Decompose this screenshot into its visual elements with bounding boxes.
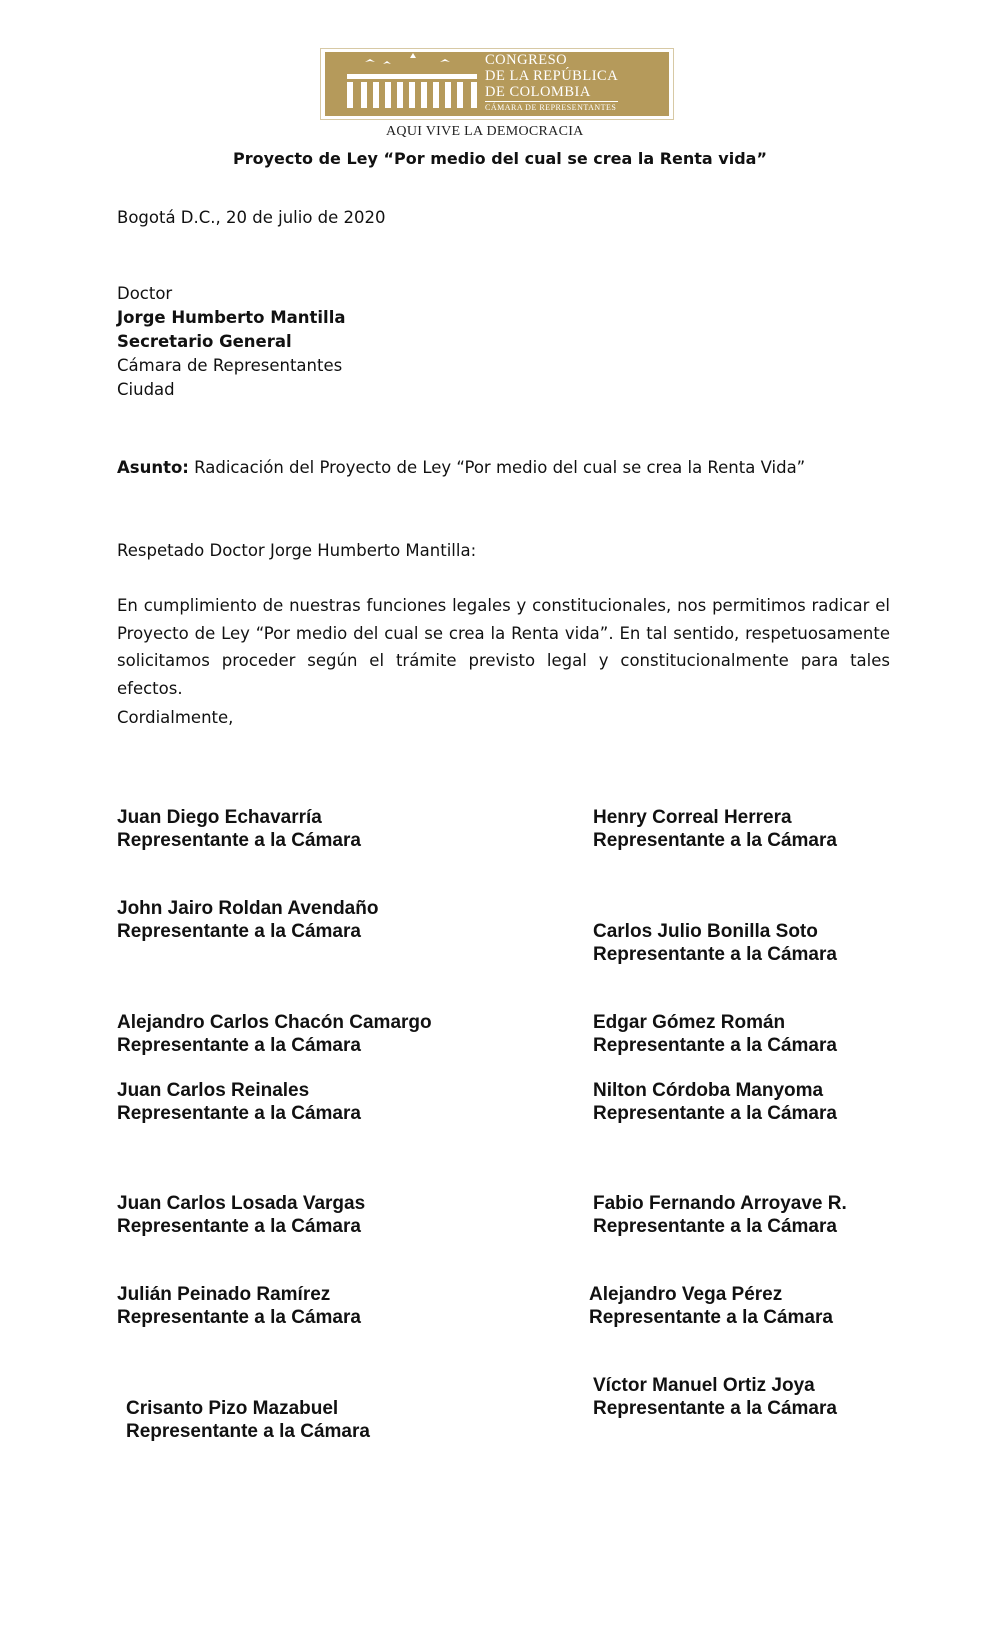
signature-block bbox=[589, 1283, 833, 1329]
addressee-salutation-title: Doctor bbox=[117, 284, 173, 303]
signatory-role: Representante a la Cámara bbox=[593, 1103, 837, 1124]
signature-block bbox=[117, 806, 361, 852]
subject-label: Asunto: bbox=[117, 458, 189, 477]
signature-block bbox=[117, 1011, 432, 1057]
congress-logo bbox=[320, 48, 674, 120]
body-paragraph: En cumplimiento de nuestras funciones legales y constitucionales, nos permitimos radicar el Proyecto de Ley “Por medio del cual se crea la Renta vida”. En tal sentido, respetuosamente solicitamos proceder según el trámite previsto legal y constitucionalmente para tales efectos. bbox=[117, 596, 890, 698]
capitol-building-icon bbox=[325, 52, 485, 116]
signatory-role: Representante a la Cámara bbox=[117, 1035, 361, 1056]
addressee-city: Ciudad bbox=[117, 380, 175, 399]
signature-block bbox=[593, 920, 837, 966]
signatory-role: Representante a la Cámara bbox=[126, 1421, 370, 1442]
signatory-role: Representante a la Cámara bbox=[593, 830, 837, 851]
signature-block bbox=[593, 1192, 847, 1238]
subject-line bbox=[117, 456, 805, 480]
addressee-block bbox=[117, 282, 346, 402]
signature-block bbox=[117, 1283, 361, 1329]
signatory-role: Representante a la Cámara bbox=[117, 1103, 361, 1124]
logo-line-3: DE COLOMBIA bbox=[485, 84, 591, 100]
greeting: Respetado Doctor Jorge Humberto Mantilla: bbox=[117, 541, 477, 560]
signatory-name: John Jairo Roldan Avendaño bbox=[117, 898, 379, 919]
signatory-name: Juan Carlos Losada Vargas bbox=[117, 1193, 366, 1214]
signatory-name: Víctor Manuel Ortiz Joya bbox=[593, 1375, 815, 1396]
logo-line-4: CÁMARA DE REPRESENTANTES bbox=[485, 103, 617, 112]
logo-text bbox=[485, 52, 618, 113]
logo-motto: AQUI VIVE LA DEMOCRACIA bbox=[386, 124, 584, 139]
date-line: Bogotá D.C., 20 de julio de 2020 bbox=[117, 208, 386, 227]
signatory-name: Juan Carlos Reinales bbox=[117, 1080, 310, 1101]
signatory-name: Carlos Julio Bonilla Soto bbox=[593, 921, 818, 942]
signature-block bbox=[593, 1374, 837, 1420]
signatory-name: Henry Correal Herrera bbox=[593, 807, 792, 828]
signatory-role: Representante a la Cámara bbox=[593, 1035, 837, 1056]
logo-line-1: CONGRESO bbox=[485, 52, 568, 68]
project-title: Proyecto de Ley “Por medio del cual se crea la Renta vida” bbox=[233, 149, 767, 168]
signatory-name: Edgar Gómez Román bbox=[593, 1012, 786, 1033]
signature-block bbox=[117, 1079, 361, 1125]
signatory-name: Julián Peinado Ramírez bbox=[117, 1284, 331, 1305]
addressee-position: Secretario General bbox=[117, 332, 292, 351]
signatory-role: Representante a la Cámara bbox=[117, 830, 361, 851]
signatory-role: Representante a la Cámara bbox=[589, 1307, 833, 1328]
signatory-name: Fabio Fernando Arroyave R. bbox=[593, 1193, 847, 1214]
logo-line-2: DE LA REPÚBLICA bbox=[485, 68, 619, 84]
signature-block bbox=[593, 806, 837, 852]
addressee-name: Jorge Humberto Mantilla bbox=[117, 308, 346, 327]
signatory-role: Representante a la Cámara bbox=[117, 921, 361, 942]
closing: Cordialmente, bbox=[117, 708, 234, 727]
signature-block bbox=[117, 897, 378, 943]
signatory-role: Representante a la Cámara bbox=[593, 944, 837, 965]
signature-block bbox=[593, 1011, 837, 1057]
signatory-name: Juan Diego Echavarría bbox=[117, 807, 322, 828]
addressee-institution: Cámara de Representantes bbox=[117, 356, 343, 375]
signatory-role: Representante a la Cámara bbox=[593, 1398, 837, 1419]
signatory-role: Representante a la Cámara bbox=[117, 1216, 361, 1237]
signatory-role: Representante a la Cámara bbox=[117, 1307, 361, 1328]
signatory-name: Alejandro Carlos Chacón Camargo bbox=[117, 1012, 432, 1033]
signature-block bbox=[593, 1079, 837, 1125]
subject-text: Radicación del Proyecto de Ley “Por medio del cual se crea la Renta Vida” bbox=[188, 458, 806, 477]
signatory-name: Nilton Córdoba Manyoma bbox=[593, 1080, 824, 1101]
signature-block bbox=[117, 1192, 365, 1238]
signature-block bbox=[126, 1397, 370, 1443]
signatory-name: Alejandro Vega Pérez bbox=[589, 1284, 783, 1305]
signatory-role: Representante a la Cámara bbox=[593, 1216, 837, 1237]
signatory-name: Crisanto Pizo Mazabuel bbox=[126, 1398, 339, 1419]
